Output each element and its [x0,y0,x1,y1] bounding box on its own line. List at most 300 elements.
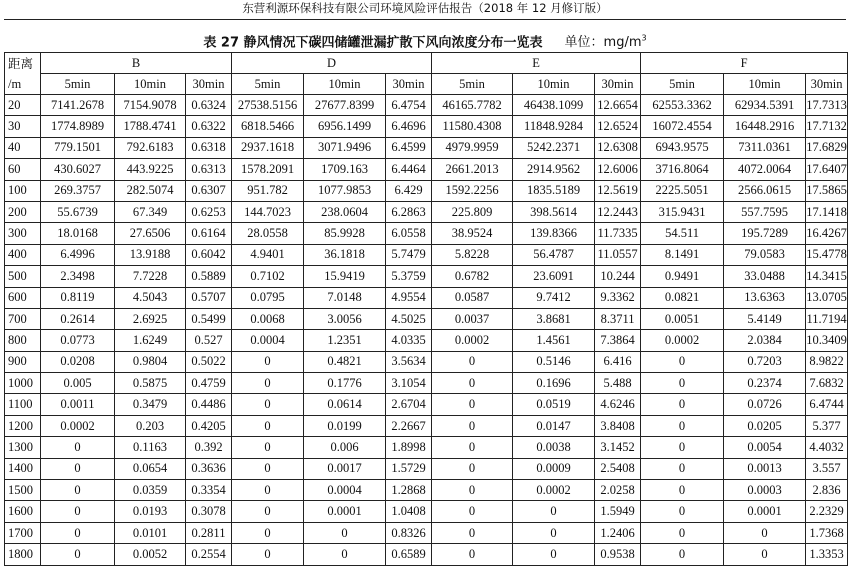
value-cell: 7.0148 [304,287,386,308]
value-cell: 1592.2256 [432,180,513,201]
subheader-e-10min: 10min [513,74,595,95]
value-cell: 6.4754 [386,95,432,116]
table-row [5,501,848,522]
distance-cell: 500 [5,266,41,287]
value-cell: 0.4759 [186,373,232,394]
value-cell: 3.557 [806,458,848,479]
subheader-e-30min: 30min [595,74,641,95]
value-cell: 0.6164 [186,223,232,244]
value-cell: 4.5043 [115,287,186,308]
document-header: 东营利源环保科技有限公司环境风险评估报告（2018 年 12 月修订版） [242,1,608,15]
value-cell: 282.5074 [115,180,186,201]
value-cell: 16.4267 [806,223,848,244]
value-cell: 23.6091 [513,266,595,287]
value-cell: 55.6739 [41,201,115,222]
value-cell: 0 [232,458,304,479]
value-cell: 0 [232,394,304,415]
value-cell: 17.6829 [806,137,848,158]
value-cell: 0.7102 [232,266,304,287]
group-header-d: D [232,53,432,74]
distance-cell: 1300 [5,437,41,458]
table-row [5,287,848,308]
value-cell: 0.0004 [304,480,386,501]
value-cell: 0.005 [41,373,115,394]
value-cell: 557.7595 [724,201,806,222]
value-cell: 0.2614 [41,308,115,329]
distance-cell: 800 [5,330,41,351]
value-cell: 2.5408 [595,458,641,479]
value-cell: 0 [513,544,595,565]
value-cell: 0.203 [115,415,186,436]
distance-cell: 30 [5,116,41,137]
value-cell: 3.1054 [386,373,432,394]
distance-cell: 400 [5,244,41,265]
time-header-row [5,74,848,95]
table-title [0,30,850,52]
value-cell: 2.2667 [386,415,432,436]
value-cell: 0.5022 [186,351,232,372]
value-cell: 0 [641,480,724,501]
value-cell: 0.0587 [432,287,513,308]
table-row [5,244,848,265]
value-cell: 0.0002 [641,330,724,351]
value-cell: 0 [513,522,595,543]
value-cell: 1077.9853 [304,180,386,201]
value-cell: 27677.8399 [304,95,386,116]
value-cell: 430.6027 [41,159,115,180]
value-cell: 5.8228 [432,244,513,265]
value-cell: 225.809 [432,201,513,222]
value-cell: 0.392 [186,437,232,458]
value-cell: 0.5146 [513,351,595,372]
value-cell: 33.0488 [724,266,806,287]
value-cell: 2661.2013 [432,159,513,180]
group-header-b: B [41,53,232,74]
value-cell: 0.0001 [724,501,806,522]
value-cell: 0.0011 [41,394,115,415]
value-cell: 1.2351 [304,330,386,351]
value-cell: 4.0335 [386,330,432,351]
value-cell: 46165.7782 [432,95,513,116]
value-cell: 1.4561 [513,330,595,351]
value-cell: 1774.8989 [41,116,115,137]
value-cell: 85.9928 [304,223,386,244]
value-cell: 0.9804 [115,351,186,372]
value-cell: 0.3636 [186,458,232,479]
distance-cell: 100 [5,180,41,201]
value-cell: 144.7023 [232,201,304,222]
value-cell: 0.0051 [641,308,724,329]
value-cell: 195.7289 [724,223,806,244]
distance-cell: 1000 [5,373,41,394]
value-cell: 0 [432,480,513,501]
value-cell: 11.7194 [806,308,848,329]
value-cell: 5.7479 [386,244,432,265]
value-cell: 6.4464 [386,159,432,180]
value-cell: 0.0052 [115,544,186,565]
value-cell: 3.1452 [595,437,641,458]
value-cell: 0.0054 [724,437,806,458]
table-title-text: 表 27 静风情况下碳四储罐泄漏扩散下风向浓度分布一览表 [203,35,543,51]
value-cell: 0.6324 [186,95,232,116]
value-cell: 0 [41,501,115,522]
table-row [5,95,848,116]
value-cell: 0.0002 [513,480,595,501]
value-cell: 1.5729 [386,458,432,479]
value-cell: 13.0705 [806,287,848,308]
value-cell: 0.006 [304,437,386,458]
value-cell: 12.6524 [595,116,641,137]
subheader-f-5min: 5min [641,74,724,95]
value-cell: 6956.1499 [304,116,386,137]
value-cell: 0 [641,458,724,479]
value-cell: 951.782 [232,180,304,201]
distance-cell: 200 [5,201,41,222]
value-cell: 15.9419 [304,266,386,287]
value-cell: 0 [724,544,806,565]
value-cell: 0.0009 [513,458,595,479]
value-cell: 0 [41,544,115,565]
value-cell: 54.511 [641,223,724,244]
value-cell: 0.0101 [115,522,186,543]
value-cell: 11.7335 [595,223,641,244]
value-cell: 36.1818 [304,244,386,265]
value-cell: 0 [432,501,513,522]
value-cell: 6.2863 [386,201,432,222]
value-cell: 1578.2091 [232,159,304,180]
distance-cell: 20 [5,95,41,116]
value-cell: 0 [641,437,724,458]
value-cell: 0.0017 [304,458,386,479]
value-cell: 0.5889 [186,266,232,287]
value-cell: 0.0002 [41,415,115,436]
value-cell: 2.2329 [806,501,848,522]
value-cell: 17.7132 [806,116,848,137]
value-cell: 238.0604 [304,201,386,222]
value-cell: 1.5949 [595,501,641,522]
value-cell: 12.6654 [595,95,641,116]
value-cell: 0 [432,522,513,543]
value-cell: 0.4821 [304,351,386,372]
unit-superscript: 3 [641,34,647,43]
value-cell: 1.2868 [386,480,432,501]
value-cell: 0 [641,394,724,415]
value-cell: 9.3362 [595,287,641,308]
value-cell: 0.8326 [386,522,432,543]
value-cell: 0 [232,522,304,543]
table-row [5,480,848,501]
value-cell: 8.1491 [641,244,724,265]
value-cell: 5.3759 [386,266,432,287]
value-cell: 0.6318 [186,137,232,158]
value-cell: 0.9538 [595,544,641,565]
value-cell: 0.0654 [115,458,186,479]
value-cell: 0.0003 [724,480,806,501]
subheader-b-5min: 5min [41,74,115,95]
value-cell: 3071.9496 [304,137,386,158]
value-cell: 62934.5391 [724,95,806,116]
value-cell: 2.836 [806,480,848,501]
value-cell: 0.9491 [641,266,724,287]
value-cell: 3716.8064 [641,159,724,180]
value-cell: 17.5865 [806,180,848,201]
value-cell: 2914.9562 [513,159,595,180]
table-row [5,201,848,222]
distance-cell: 1400 [5,458,41,479]
distance-cell: 1100 [5,394,41,415]
value-cell: 2225.5051 [641,180,724,201]
distance-cell: 600 [5,287,41,308]
table-row [5,415,848,436]
value-cell: 13.6363 [724,287,806,308]
value-cell: 6.0558 [386,223,432,244]
value-cell: 0.0773 [41,330,115,351]
value-cell: 0.3354 [186,480,232,501]
value-cell: 9.7412 [513,287,595,308]
value-cell: 18.0168 [41,223,115,244]
value-cell: 16072.4554 [641,116,724,137]
value-cell: 0.0068 [232,308,304,329]
distance-cell: 1200 [5,415,41,436]
value-cell: 1.3353 [806,544,848,565]
value-cell: 0 [232,480,304,501]
value-cell: 0 [232,351,304,372]
value-cell: 4.6246 [595,394,641,415]
value-cell: 15.4778 [806,244,848,265]
value-cell: 6.4696 [386,116,432,137]
value-cell: 4.9554 [386,287,432,308]
value-cell: 0 [41,437,115,458]
value-cell: 46438.1099 [513,95,595,116]
value-cell: 67.349 [115,201,186,222]
value-cell: 28.0558 [232,223,304,244]
value-cell: 2.3498 [41,266,115,287]
subheader-d-5min: 5min [232,74,304,95]
value-cell: 139.8366 [513,223,595,244]
value-cell: 0 [232,437,304,458]
distance-unit: /m [8,76,22,91]
subheader-e-5min: 5min [432,74,513,95]
value-cell: 7154.9078 [115,95,186,116]
table-row [5,351,848,372]
subheader-d-10min: 10min [304,74,386,95]
value-cell: 0 [641,373,724,394]
subheader-d-30min: 30min [386,74,432,95]
value-cell: 398.5614 [513,201,595,222]
value-cell: 0.6253 [186,201,232,222]
value-cell: 4072.0064 [724,159,806,180]
value-cell: 2.0384 [724,330,806,351]
concentration-table [4,52,848,566]
value-cell: 0.6313 [186,159,232,180]
value-cell: 1.2406 [595,522,641,543]
value-cell: 11848.9284 [513,116,595,137]
value-cell: 1788.4741 [115,116,186,137]
value-cell: 0.0726 [724,394,806,415]
table-row [5,180,848,201]
value-cell: 2.6704 [386,394,432,415]
value-cell: 3.0056 [304,308,386,329]
value-cell: 0.3078 [186,501,232,522]
value-cell: 0.0199 [304,415,386,436]
value-cell: 0.0205 [724,415,806,436]
value-cell: 8.9822 [806,351,848,372]
value-cell: 269.3757 [41,180,115,201]
value-cell: 5.377 [806,415,848,436]
value-cell: 12.6308 [595,137,641,158]
value-cell: 0 [432,458,513,479]
value-cell: 12.5619 [595,180,641,201]
value-cell: 10.244 [595,266,641,287]
value-cell: 0.1776 [304,373,386,394]
value-cell: 0.4486 [186,394,232,415]
value-cell: 4.9401 [232,244,304,265]
value-cell: 6943.9575 [641,137,724,158]
table-row [5,544,848,565]
value-cell: 62553.3362 [641,95,724,116]
subheader-b-30min: 30min [186,74,232,95]
value-cell: 0 [724,522,806,543]
value-cell: 0.0614 [304,394,386,415]
value-cell: 0 [41,522,115,543]
value-cell: 38.9524 [432,223,513,244]
value-cell: 0 [232,373,304,394]
distance-cell: 1500 [5,480,41,501]
distance-cell: 1600 [5,501,41,522]
value-cell: 792.6183 [115,137,186,158]
value-cell: 0.2554 [186,544,232,565]
value-cell: 13.9188 [115,244,186,265]
value-cell: 0 [432,437,513,458]
subheader-f-10min: 10min [724,74,806,95]
value-cell: 0.0037 [432,308,513,329]
value-cell: 2.0258 [595,480,641,501]
value-cell: 4.4032 [806,437,848,458]
value-cell: 1.7368 [806,522,848,543]
distance-cell: 1800 [5,544,41,565]
value-cell: 0 [232,544,304,565]
value-cell: 5.4149 [724,308,806,329]
stability-class-header-row [5,53,848,74]
distance-label: 距离 [8,56,34,71]
value-cell: 1.6249 [115,330,186,351]
value-cell: 0.0359 [115,480,186,501]
value-cell: 0.527 [186,330,232,351]
distance-cell: 60 [5,159,41,180]
value-cell: 0 [641,351,724,372]
table-row [5,266,848,287]
value-cell: 7.6832 [806,373,848,394]
unit-text: 单位：mg/m [564,35,642,51]
value-cell: 0.6782 [432,266,513,287]
value-cell: 779.1501 [41,137,115,158]
value-cell: 0.1163 [115,437,186,458]
value-cell: 1.0408 [386,501,432,522]
value-cell: 3.5634 [386,351,432,372]
table-row [5,458,848,479]
value-cell: 0.0004 [232,330,304,351]
value-cell: 0 [641,522,724,543]
value-cell: 12.2443 [595,201,641,222]
value-cell: 0 [232,415,304,436]
value-cell: 79.0583 [724,244,806,265]
value-cell: 6.416 [595,351,641,372]
value-cell: 0.5875 [115,373,186,394]
value-cell: 0 [432,544,513,565]
value-cell: 2.6925 [115,308,186,329]
value-cell: 0 [432,394,513,415]
header-divider [4,19,846,20]
value-cell: 443.9225 [115,159,186,180]
value-cell: 0.4205 [186,415,232,436]
value-cell: 5.488 [595,373,641,394]
value-cell: 27538.5156 [232,95,304,116]
value-cell: 0.6307 [186,180,232,201]
value-cell: 0.0193 [115,501,186,522]
value-cell: 0 [641,544,724,565]
value-cell: 0.6322 [186,116,232,137]
value-cell: 1.8998 [386,437,432,458]
value-cell: 0.5707 [186,287,232,308]
value-cell: 0.0795 [232,287,304,308]
value-cell: 0.0013 [724,458,806,479]
table-row [5,137,848,158]
value-cell: 0.5499 [186,308,232,329]
subheader-f-30min: 30min [806,74,848,95]
group-header-f: F [641,53,848,74]
value-cell: 1709.163 [304,159,386,180]
value-cell: 0 [513,501,595,522]
value-cell: 6.429 [386,180,432,201]
value-cell: 0.0519 [513,394,595,415]
value-cell: 0.6042 [186,244,232,265]
value-cell: 0 [432,415,513,436]
value-cell: 4979.9959 [432,137,513,158]
distance-cell: 40 [5,137,41,158]
table-row [5,522,848,543]
value-cell: 0 [641,501,724,522]
value-cell: 0.1696 [513,373,595,394]
value-cell: 0 [304,544,386,565]
value-cell: 6.4599 [386,137,432,158]
table-body [5,95,848,566]
table-row [5,437,848,458]
value-cell: 7141.2678 [41,95,115,116]
table-row [5,330,848,351]
value-cell: 0 [41,480,115,501]
value-cell: 0.0001 [304,501,386,522]
value-cell: 2937.1618 [232,137,304,158]
subheader-b-10min: 10min [115,74,186,95]
value-cell: 0.0147 [513,415,595,436]
value-cell: 6.4744 [806,394,848,415]
value-cell: 0.6589 [386,544,432,565]
value-cell: 1835.5189 [513,180,595,201]
value-cell: 0.7203 [724,351,806,372]
value-cell: 11580.4308 [432,116,513,137]
value-cell: 3.8681 [513,308,595,329]
value-cell: 0 [432,351,513,372]
value-cell: 0.0002 [432,330,513,351]
table-row [5,394,848,415]
group-header-e: E [432,53,641,74]
table-row [5,159,848,180]
value-cell: 6.4996 [41,244,115,265]
value-cell: 10.3409 [806,330,848,351]
table-row [5,308,848,329]
distance-header [5,53,41,95]
value-cell: 2566.0615 [724,180,806,201]
